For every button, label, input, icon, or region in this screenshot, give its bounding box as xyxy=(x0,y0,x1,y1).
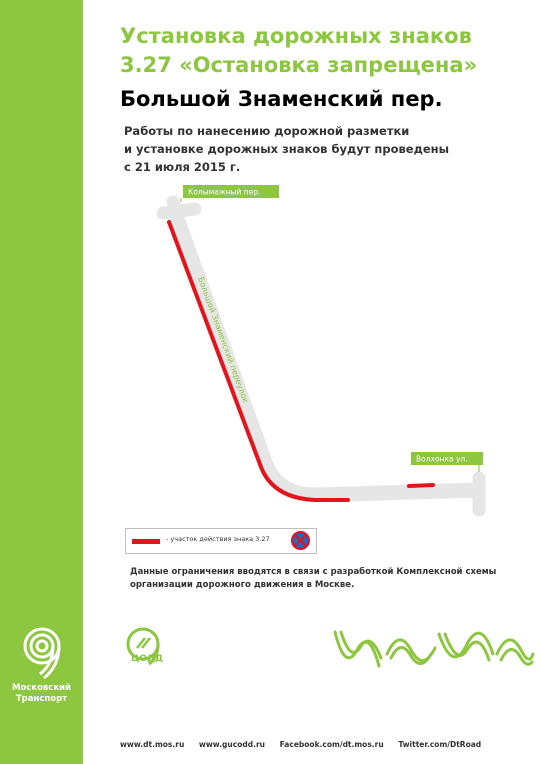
sidebar xyxy=(0,0,83,764)
map-legend xyxy=(125,528,317,554)
notice-line-1: Работы по нанесению дорожной разметки xyxy=(124,124,410,138)
no-stopping-sign-icon xyxy=(291,531,310,550)
mos-logo-icon xyxy=(331,624,536,676)
brand-line-1: Московский xyxy=(11,683,72,693)
label-kolymazhny xyxy=(181,185,279,202)
notice-line-2: и установке дорожных знаков будут проведены xyxy=(124,142,450,156)
street-name: Большой Знаменский пер. xyxy=(120,87,443,111)
page-title xyxy=(120,22,477,80)
moscow-transport-logo-icon xyxy=(18,626,66,680)
restriction-segment-volkhonka xyxy=(409,485,433,486)
street-label-vertical: Большой Знаменский переулок xyxy=(196,275,251,405)
title-line-2: 3.27 «Остановка запрещена» xyxy=(120,53,478,77)
notice-line-3: с 21 июля 2015 г. xyxy=(124,160,241,174)
codd-label: ЦОДД xyxy=(131,654,164,664)
legend-swatch xyxy=(132,539,160,544)
work-notice xyxy=(124,122,449,176)
link-gucodd[interactable]: www.gucodd.ru xyxy=(198,740,265,749)
footnote-line-2: организации дорожного движения в Москве. xyxy=(130,580,355,590)
moscow-transport-label xyxy=(0,683,83,705)
link-facebook[interactable]: Facebook.com/dt.mos.ru xyxy=(279,740,384,749)
label-kolymazhny-text: Колымажный пер. xyxy=(188,187,261,197)
brand-line-2: Транспорт xyxy=(15,694,68,704)
link-twitter[interactable]: Twitter.com/DtRoad xyxy=(398,740,482,749)
street-map xyxy=(95,180,505,525)
link-dt-mos[interactable]: www.dt.mos.ru xyxy=(120,740,185,749)
footnote-line-1: Данные ограничения вводятся в связи с разработкой Комплексной схемы xyxy=(130,567,497,577)
footer-links xyxy=(120,740,489,749)
legend-text: - участок действия знака 3.27 xyxy=(166,535,270,543)
title-line-1: Установка дорожных знаков xyxy=(120,24,472,48)
footnote xyxy=(130,566,496,592)
label-volkhonka xyxy=(411,452,483,472)
label-volkhonka-text: Волхонка ул. xyxy=(416,454,468,464)
